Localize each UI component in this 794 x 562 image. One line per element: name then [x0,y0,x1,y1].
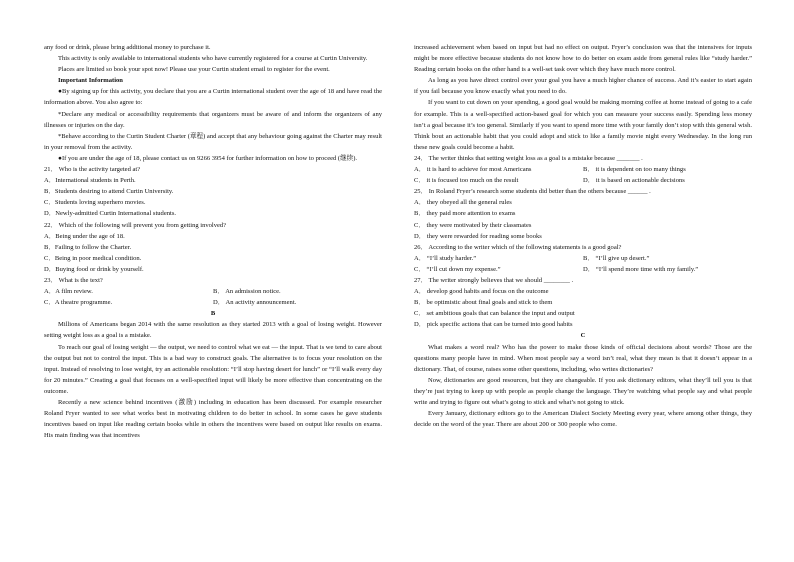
paragraph: What makes a word real? Who has the power to make those kinds of official decisions about words? Those are the questions many people have in mind. When most people say a word isn’t real, what they mean is that it doesn’t appear in a dictionary. That, of course, raises some other questions, including, who writes dictionaries? [414,343,752,373]
section-heading: Important Information [58,77,123,85]
paragraph: Places are limited so book your spot now! Please use your Curtin student email to register for the event. [58,66,330,74]
option-c: C．Students loving superhero movies. [44,199,146,207]
question-25 [414,186,752,241]
paragraph: To reach our goal of losing weight — the output, we need to control what we eat — the input. That is we tend to care about the output but not to control the input. This is a bad way to construct goals. The alternative is to focus your resolution on the input. Instead of resolving to lose weight, try an actionable resolution: “I’ll stop having desert for lunch” or “I’ll walk every day for 20 minutes.” Creating a goal that focuses on a well-specified input will likely be more effective than concentrating on the outcome. [44,343,382,395]
option-d: D． it is based on actionable decisions [583,177,685,185]
paragraph: ●If you are under the age of 18, please contact us on 9266 3954 for further information on how to proceed (继续). [58,154,358,162]
paragraph: Recently a new science behind incentives (激励) including in education has been discussed. For example researcher Roland Fryer wanted to see what works best in motivating children to do better in school. In some cases he gave students incentives based on input like reading certain books while in others the incentives were based on output like results on exams. His main finding was that incentives [44,399,382,440]
option-c: C． “I’ll cut down my expense.” [414,265,501,273]
question-stem: 27． The writer strongly believes that we should ________ . [414,276,574,284]
option-d: D．Newly-admitted Curtin International students. [44,210,177,218]
paragraph: increased achievement when based on input but had no effect on output. Fryer’s conclusion was that the intensives for inputs might be more effective because students do not know how to do better on exam aside from general rules like “study harder.” Reading certain books on the other hand is a well-set task over which they have much more control. [414,44,752,74]
question-26 [414,242,752,275]
option-b: B．Students desiring to attend Curtin University. [44,188,174,196]
option-a: A．A film review. [44,288,93,296]
option-c: C．Being in poor medical condition. [44,254,142,262]
option-d: D． they were rewarded for reading some books [414,232,542,240]
option-b: B．Failing to follow the Charter. [44,243,132,251]
option-a: A． develop good habits and focus on the outcome [414,288,549,296]
paragraph: *Declare any medical or accessibility requirements that organizers must be aware of and inform the organizers of any illnesses or injuries on the day. [44,110,382,129]
section-label-b: B [210,310,216,318]
paragraph: any food or drink, please bring additional money to purchase it. [44,44,211,51]
question-24 [414,153,752,186]
paragraph: *Behave according to the Curtin Student Charter (章程) and accept that any behaviour going against the Charter may result in your removal from the activity. [44,132,382,151]
paragraph: Now, dictionaries are good resources, but they are changeable. If you ask dictionary editors, what they’ll tell you is that they’re just trying to keep up with people as people change the language. They’re watching what people say and what people write and trying to figure out what’s going to stick and what’s not going to stick. [414,376,752,406]
option-d: D．Buying food or drink by yourself. [44,265,144,273]
paragraph: If you want to cut down on your spending, a good goal would be making morning coffee at home instead of going to a cafe for example. This is a well-specified action-based goal for which you can measure your success easily. Spending less money isn’t a goal because it’s too general. Similarly if you want to spend more time with your family don’t stop with this general wish. Think bout an actionable habit that you could adopt and stick to like a family movie night every Wednesday. In the long run these new goals could become a habit. [414,99,752,151]
question-stem: 22． Which of the following will prevent you from getting involved? [44,221,227,229]
option-b: B． be optimistic about final goals and stick to them [414,299,553,307]
question-stem: 25． In Roland Fryer’s research some students did better than the others because ______ . [414,188,651,196]
option-d: D． An activity announcement. [213,299,297,307]
right-column [414,42,752,430]
question-27 [414,275,752,330]
option-c: C．A theatre programme. [44,299,113,307]
question-stem: 23． What is the text? [44,276,103,284]
paragraph: Every January, dictionary editors go to the American Dialect Society Meeting every year, where among other things, they decide on the word of the year. There are about 200 or 300 people who come. [414,410,752,429]
section-label-c: C [580,332,586,340]
question-21 [44,164,382,219]
question-22 [44,220,382,275]
left-column [44,42,382,441]
option-a: A．Being under the age of 18. [44,232,125,240]
option-c: C． set ambitious goals that can balance the input and output [414,310,575,318]
question-stem: 26． According to the writer which of the following statements is a good goal? [414,243,622,251]
option-b: B． “I’ll give up desert.” [583,254,650,262]
paragraph: This activity is only available to international students who have currently registered for a course at Curtin University. [58,55,368,63]
option-c: C． they were motivated by their classmates [414,221,532,229]
question-stem: 24． The writer thinks that setting weight loss as a goal is a mistake because _______ . [414,154,643,162]
paragraph: ●By signing up for this activity, you declare that you are a Curtin international student over the age of 18 and have read the information above. You also agree to: [44,88,382,107]
option-d: D． pick specific actions that can be turned into good habits [414,321,573,329]
paragraph: Millions of Americans began 2014 with the same resolution as they started 2013 with a goal of losing weight. However setting weight loss as a goal is a mistake. [44,321,382,340]
option-a: A． they obeyed all the general rules [414,199,512,207]
option-a: A．International students in Perth. [44,177,136,185]
question-stem: 21． Who is the activity targeted at? [44,166,141,174]
option-a: A． it is hard to achieve for most Americans [414,166,532,174]
option-b: B． An admission notice. [213,288,281,296]
option-c: C． it is focused too much on the result [414,177,519,185]
option-b: B． they paid more attention to exams [414,210,516,218]
question-23 [44,275,382,308]
option-b: B． it is dependent on too many things [583,166,686,174]
paragraph: As long as you have direct control over your goal you have a much higher chance of success. And it’s easier to start again if you fail because you know exactly what you need to do. [414,77,752,96]
option-a: A． “I’ll study harder.” [414,254,477,262]
option-d: D． “I’ll spend more time with my family.” [583,265,699,273]
